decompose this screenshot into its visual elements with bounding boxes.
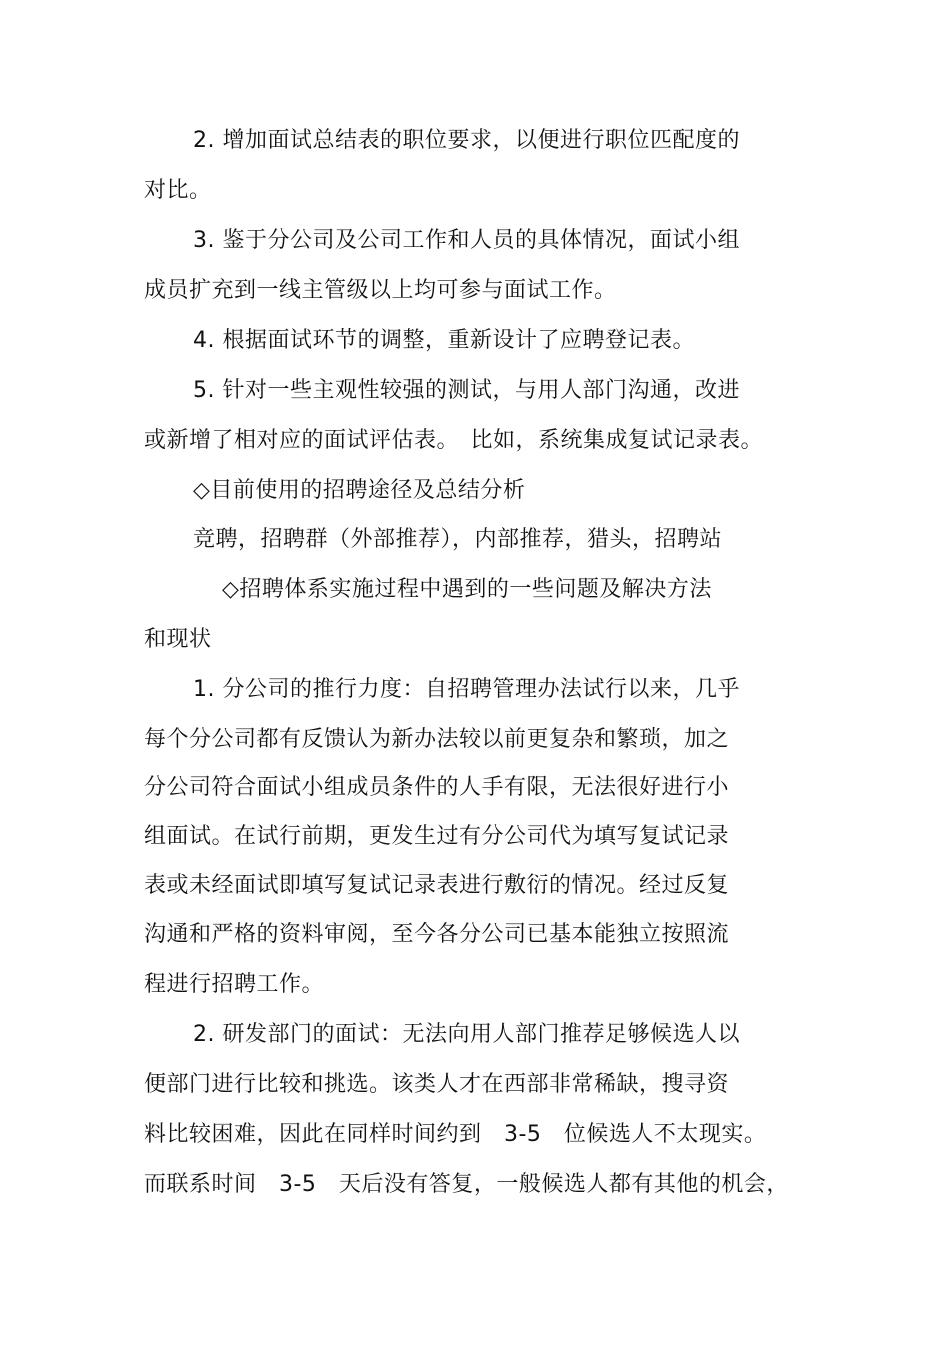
- section-heading: ◇目前使用的招聘途径及总结分析: [193, 478, 526, 503]
- text-line: 程进行招聘工作。: [144, 972, 325, 997]
- text-line: 表或未经面试即填写复试记录表进行敷衍的情况。经过反复: [144, 873, 730, 898]
- text-line: 对比。: [144, 178, 212, 203]
- text-line: 1. 分公司的推行力度：自招聘管理办法试行以来，几乎: [193, 677, 740, 702]
- text-line: 2. 研发部门的面试：无法向用人部门推荐足够候选人以: [193, 1022, 740, 1047]
- text-line: 每个分公司都有反馈认为新办法较以前更复杂和繁琐，加之: [144, 727, 730, 752]
- text-line: 3. 鉴于分公司及公司工作和人员的具体情况，面试小组: [193, 228, 740, 253]
- text-line: 和现状: [144, 627, 212, 652]
- text-line: 沟通和严格的资料审阅，至今各分公司已基本能独立按照流: [144, 922, 730, 947]
- text-line: 组面试。在试行前期，更发生过有分公司代为填写复试记录: [144, 824, 730, 849]
- section-heading: ◇招聘体系实施过程中遇到的一些问题及解决方法: [222, 577, 712, 602]
- text-line: 成员扩充到一线主管级以上均可参与面试工作。: [144, 278, 617, 303]
- text-line: 分公司符合面试小组成员条件的人手有限，无法很好进行小: [144, 775, 730, 800]
- text-line: 4. 根据面试环节的调整，重新设计了应聘登记表。: [193, 328, 695, 353]
- text-line: 便部门进行比较和挑选。该类人才在西部非常稀缺，搜寻资: [144, 1072, 730, 1097]
- text-line: 料比较困难，因此在同样时间约到 3-5 位候选人不太现实。: [144, 1122, 767, 1147]
- text-line: 5. 针对一些主观性较强的测试，与用人部门沟通，改进: [193, 378, 740, 403]
- text-line: 或新增了相对应的面试评估表。 比如，系统集成复试记录表。: [144, 428, 764, 453]
- text-line: 而联系时间 3-5 天后没有答复，一般候选人都有其他的机会，: [144, 1172, 789, 1197]
- text-line: 2. 增加面试总结表的职位要求，以便进行职位匹配度的: [193, 128, 740, 153]
- text-line: 竞聘，招聘群（外部推荐），内部推荐，猎头，招聘站: [193, 527, 723, 552]
